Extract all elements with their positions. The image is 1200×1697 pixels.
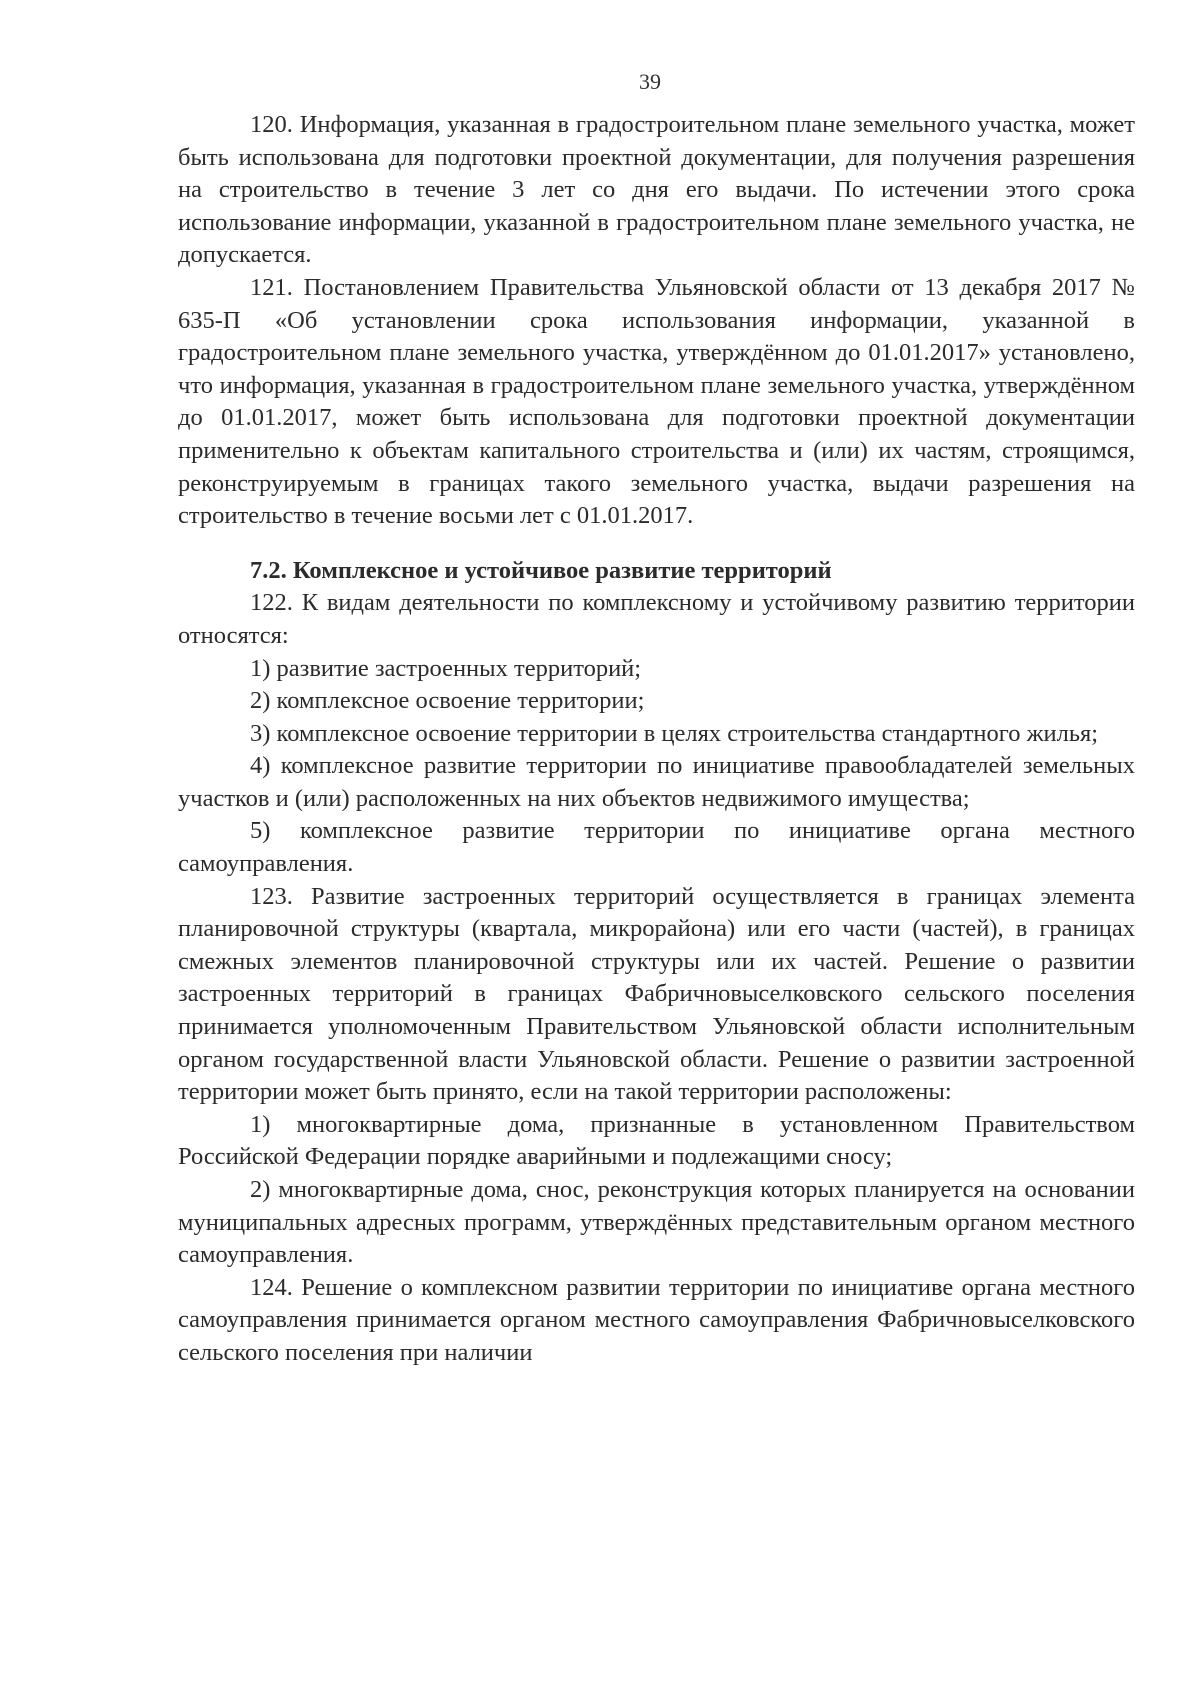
list-item: 2) многоквартирные дома, снос, реконструкция которых планируется на основании муниципальных адресных программ, утверждённых представительным органом местного самоуправления. [178, 1176, 1135, 1269]
paragraph-123: 123. Развитие застроенных территорий осуществляется в границах элемента планировочной структуры (квартала, микрорайона) или его части (частей), в границах смежных элементов планировочной структуры или их частей. Решение о развитии застроенных территорий в границах Фабричновыселковского сельского поселения принимается уполномоченным Правительством Ульяновской области исполнительным органом государственной власти Ульяновской области. Решение о развитии застроенной территории может быть принято, если на такой территории расположены: [178, 882, 1135, 1106]
list-item: 3) комплексное освоение территории в целях строительства стандартного жилья; [250, 719, 1099, 747]
section-heading: 7.2. Комплексное и устойчивое развитие территорий [250, 556, 832, 584]
body-text [178, 109, 1135, 1370]
page-number: 39 [639, 69, 661, 94]
paragraph-120: 120. Информация, указанная в градостроительном плане земельного участка, может быть использована для подготовки проектной документации, для получения разрешения на строительство в течение 3 лет со дня его выдачи. По истечении этого срока использование информации, указанной в градостроительном плане земельного участка, не допускается. [178, 111, 1135, 269]
list-item: 2) комплексное освоение территории; [250, 687, 645, 715]
paragraph-122: 122. К видам деятельности по комплексному и устойчивому развитию территории относятся: [178, 589, 1135, 649]
list-item: 1) развитие застроенных территорий; [250, 654, 642, 682]
list-item: 4) комплексное развитие территории по инициативе правообладателей земельных участков и (или) расположенных на них объектов недвижимого имущества; [178, 752, 1135, 812]
list-item: 1) многоквартирные дома, признанные в установленном Правительством Российской Федерации порядке аварийными и подлежащими сносу; [178, 1110, 1135, 1171]
paragraph-124: 124. Решение о комплексном развитии территории по инициативе органа местного самоуправления принимается органом местного самоуправления Фабричновыселковского сельского поселения при наличии [178, 1273, 1135, 1366]
paragraph-121: 121. Постановлением Правительства Ульяновской области от 13 декабря 2017 № 635-П «Об установлении срока использования информации, указанной в градостроительном плане земельного участка, утверждённом до 01.01.2017» установлено, что информация, указанная в градостроительном плане земельного участка, утверждённом до 01.01.2017, может быть использована для подготовки проектной документации применительно к объектам капитального строительства и (или) их частям, строящимся, реконструируемым в границах такого земельного участка, выдачи разрешения на строительство в течение восьми лет с 01.01.2017. [178, 273, 1135, 530]
list-item: 5) комплексное развитие территории по инициативе органа местного самоуправления. [178, 817, 1135, 878]
